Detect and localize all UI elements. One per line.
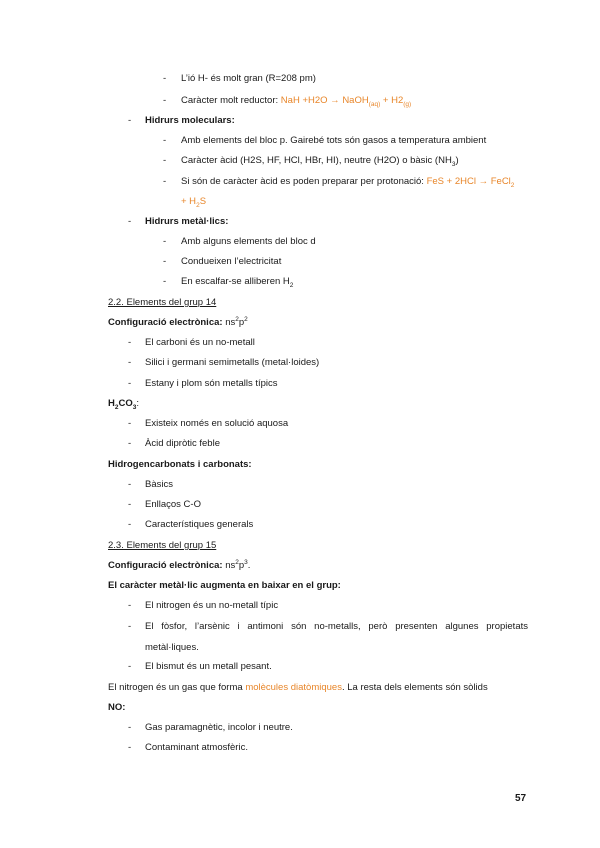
dash: - [163,256,167,267]
highlight-diatomic: molècules diatòmiques [245,682,342,693]
no-heading: NO: [108,702,126,713]
dash: - [163,176,167,187]
section-heading-2-3: 2.3. Elements del grup 15 [108,540,217,551]
section-heading-2-2: 2.2. Elements del grup 14 [108,297,217,308]
equation-fes-continuation: + $H_2S$ [181,196,207,209]
bullet-text: Amb elements del bloc p. Gairebé tots són gasos a temperatura ambient [181,135,487,146]
bullet-text: Enllaços C-O [145,499,201,510]
bullet-text: Existeix només en solució aquosa [145,418,289,429]
bullet-text: Gas paramagnètic, incolor i neutre. [145,722,293,733]
bullet-text: Característiques generals [145,519,254,530]
dash: - [163,135,167,146]
dash: - [128,600,132,611]
page-number: 57 [515,793,527,804]
bullet-text: L’ió H- és molt gran (R=208 pm) [181,73,316,84]
bullet-text: El fòsfor, l’arsènic i antimoni són no-metalls, però presenten algunes propietats metàl·liques. [145,621,528,653]
dash: - [128,357,132,368]
bullet-text: Caràcter molt reductor: NaH +H2O → NaOH$_{(aq)}$ + $H2_{(g)}$ [181,95,412,108]
equation-naoh: NaH +H2O → NaOH$_{(aq)}$ + $H2_{(g)}$ [280,95,412,108]
bullet-text: Estany i plom són metalls típics [145,378,278,389]
dash: - [128,499,132,510]
dash: - [163,73,167,84]
dash: - [163,276,167,287]
dash: - [128,337,132,348]
arrow-icon: → [478,176,489,187]
bullet-text: En escalfar-se alliberen $H_2$ [181,276,294,289]
bullet-text: Bàsics [145,479,173,490]
bullet-text: Condueixen l’electricitat [181,256,282,267]
bullet-text: Àcid dipròtic feble [145,438,220,449]
dash: - [128,418,132,429]
hidrogencarbonats-heading: Hidrogencarbonats i carbonats: [108,459,252,470]
dash: - [128,479,132,490]
dash: - [128,378,132,389]
bullet-text: Amb alguns elements del bloc d [181,236,316,247]
dash: - [163,95,167,106]
arrow-icon: → [330,95,340,106]
bullet-text: Caràcter àcid (H2S, HF, HCl, HBr, HI), neutre (H2O) o bàsic $(NH_3)$ [181,155,459,168]
dash: - [163,236,167,247]
equation-fes: FeS + 2HCl → FeCl$_2$ [426,176,515,189]
dash: - [128,438,132,449]
config-14: Configuració electrònica: $ns^2p^2$ [108,315,248,328]
bullet-text: El nitrogen és un no-metall típic [145,600,279,611]
bullet-heading: Hidrurs metàl·lics: [145,216,229,227]
config-15: Configuració electrònica: $ns^2p^3$. [108,558,251,571]
dash: - [128,661,132,672]
bullet-text: Silici i germani semimetalls (metal·loides) [145,357,320,368]
dash: - [128,216,132,227]
bullet-text: Si són de caràcter àcid es poden preparar per protonació: FeS + 2HCl → FeCl$_2$ [181,176,515,189]
dash: - [128,115,132,126]
bullet-text: El carboni és un no-metall [145,337,255,348]
dash: - [128,742,132,753]
nitrogen-paragraph: El nitrogen és un gas que forma molècules diatòmiques. La resta dels elements són sòlids [108,682,488,693]
bullet-heading: Hidrurs moleculars: [145,115,235,126]
dash: - [128,519,132,530]
dash: - [128,722,132,733]
dash: - [128,621,132,632]
bullet-text: El bismut és un metall pesant. [145,661,272,672]
metallic-character-heading: El caràcter metàl·lic augmenta en baixar en el grup: [108,580,341,591]
h2co3-heading: $H_2CO_3$: [108,398,140,411]
dash: - [163,155,167,166]
bullet-text: Contaminant atmosfèric. [145,742,248,753]
